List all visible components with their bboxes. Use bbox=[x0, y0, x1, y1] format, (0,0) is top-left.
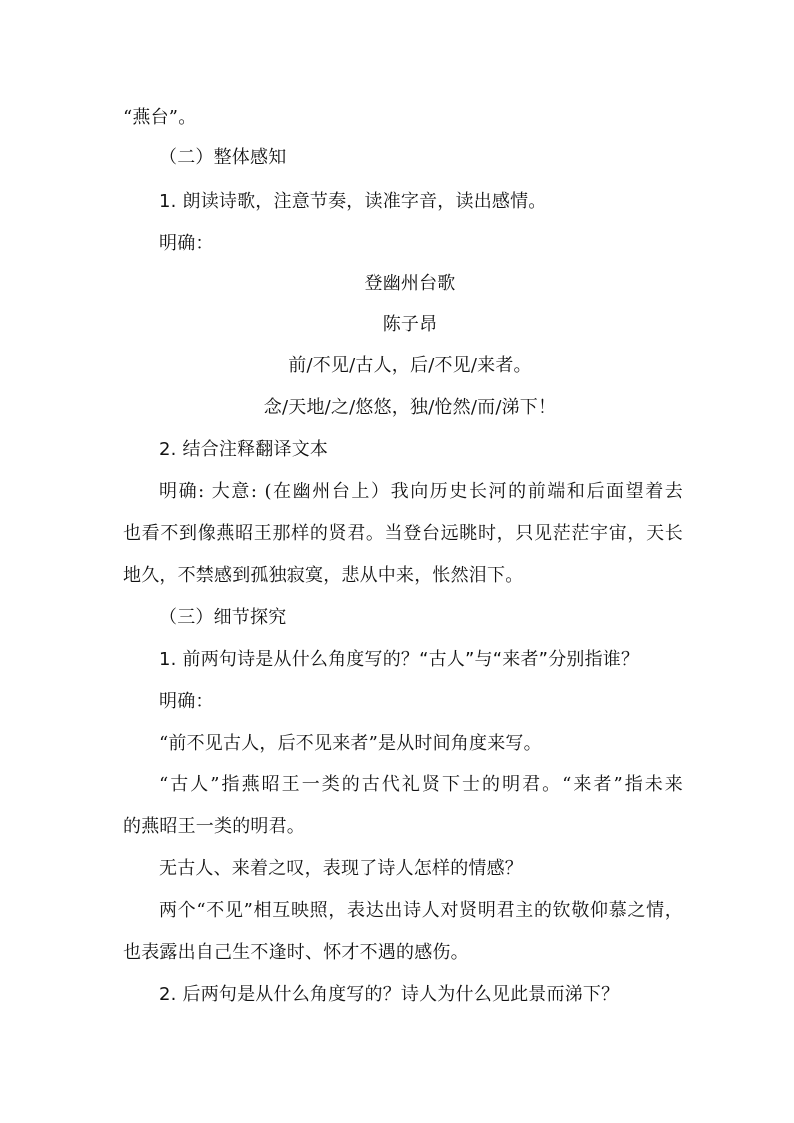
poem-title: 登幽州台歌 bbox=[364, 273, 456, 294]
answer-ancient-people-line-1: “古人”指燕昭王一类的古代礼贤下士的明君。“来者”指未来 bbox=[159, 774, 683, 795]
answer-time-perspective: “前不见古人，后不见来者”是从时间角度来写。 bbox=[159, 733, 542, 754]
task-2-translation: 2. 结合注释翻译文本 bbox=[159, 439, 329, 460]
poem-line-2: 念/天地/之/悠悠，独/怆然/而/涕下！ bbox=[263, 397, 557, 418]
question-1: 1. 前两句诗是从什么角度写的？“古人”与“来者”分别指谁？ bbox=[159, 649, 640, 670]
section-heading-overall-perception: （二）整体感知 bbox=[159, 147, 287, 168]
section-heading-detail-exploration: （三）细节探究 bbox=[159, 607, 287, 628]
translation-paragraph-line-3: 地久，不禁感到孤独寂寞，悲从中来，怅然泪下。 bbox=[123, 565, 524, 586]
answer-label-2: 明确： bbox=[159, 691, 214, 712]
text-line-yantai: “燕台”。 bbox=[123, 107, 197, 128]
answer-ancient-people-line-2: 的燕昭王一类的明君。 bbox=[123, 816, 305, 837]
task-1-reading: 1. 朗读诗歌，注意节奏，读准字音，读出感情。 bbox=[159, 191, 547, 212]
emotion-answer-line-1: 两个“不见”相互映照，表达出诗人对贤明君主的钦敬仰慕之情， bbox=[159, 900, 683, 921]
poem-author: 陈子昂 bbox=[382, 314, 438, 335]
poem-line-1: 前/不见/古人，后/不见/来者。 bbox=[288, 355, 532, 376]
question-2: 2. 后两句是从什么角度写的？诗人为什么见此景而涕下？ bbox=[159, 984, 620, 1005]
answer-label-1: 明确： bbox=[159, 233, 214, 254]
translation-paragraph-line-1: 明确: 大意: (在幽州台上）我向历史长河的前端和后面望着去 bbox=[159, 481, 683, 502]
emotion-question: 无古人、来着之叹，表现了诗人怎样的情感？ bbox=[159, 858, 523, 879]
emotion-answer-line-2: 也表露出自己生不逢时、怀才不遇的感伤。 bbox=[123, 942, 469, 963]
translation-paragraph-line-2: 也看不到像燕昭王那样的贤君。当登台远眺时，只见茫茫宇宙，天长 bbox=[123, 523, 683, 544]
